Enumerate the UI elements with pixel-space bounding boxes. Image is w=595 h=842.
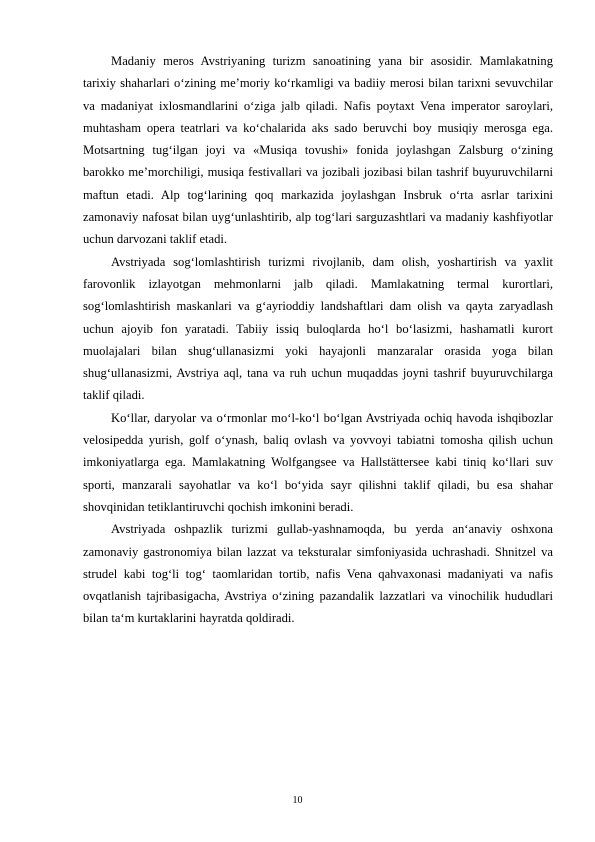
paragraph-wellness-tourism: Avstriyada sogʻlomlashtirish turizmi rivojlanib, dam olish, yoshartirish va yaxlit farovonlik izlayotgan mehmonlarni jalb qiladi. Mamlakatning termal kurortlari, sogʻlomlashtirish maskanlari va gʻayrioddiy landshaftlari dam olish va qayta zaryadlash uchun ajoyib fon yaratadi. Tabiiy issiq buloqlarda hoʻl boʻlasizmi, hashamatli kurort muolajalari bilan shugʻullanasizmi yoki hayajonli manzaralar orasida yoga bilan shugʻullanasizmi, Avstriya aql, tana va ruh uchun muqaddas joyni tashrif buyuruvchilarga taklif qiladi.	[83, 254, 553, 403]
paragraph-culinary-tourism: Avstriyada oshpazlik turizmi gullab-yashnamoqda, bu yerda anʻanaviy oshxona zamonaviy gastronomiya bilan lazzat va teksturalar simfoniyasida uchrashadi. Shnitzel va strudel kabi togʻli togʻ taomlaridan tortib, nafis Vena qahvaxonasi madaniyati va nafis ovqatlanish tajribasigacha, Avstriya oʻzining pazandalik lazzatlari va vinochilik hududlari bilan taʻm kurtaklarini hayratda qoldiradi.	[83, 522, 553, 626]
paragraph-outdoor-activities: Koʻllar, daryolar va oʻrmonlar moʻl-koʻl boʻlgan Avstriyada ochiq havoda ishqibozlar velosipedda yurish, golf oʻynash, baliq ovlash va yovvoyi tabiatni tomosha qilish uchun imkoniyatlarga ega. Mamlakatning Wolfgangsee va Hallstättersee kabi tiniq koʻllari suv sporti, manzarali sayohatlar va koʻl boʻyida sayr qilishni taklif qiladi, bu esa shahar shovqinidan tetiklantiruvchi qochish imkonini beradi.	[83, 410, 553, 514]
body-text	[83, 50, 553, 630]
page-number: 10	[292, 795, 303, 806]
paragraph-cultural-heritage: Madaniy meros Avstriyaning turizm sanoatining yana bir asosidir. Mamlakatning tarixiy shaharlari oʻzining meʼmoriy koʻrkamligi va badiiy merosi bilan tarixni sevuvchilar va madaniyat ixlosmandlarini oʻziga jalb qiladi. Nafis poytaxt Vena imperator saroylari, muhtasham opera teatrlari va koʻchalarida aks sado beruvchi boy musiqiy merosga ega. Motsartning tugʻilgan joyi va «Musiqa tovushi» fonida joylashgan Zalsburg oʻzining barokko meʼmorchiligi, musiqa festivallari va jozibali jozibasi bilan tashrif buyuruvchilarni maftun etadi. Alp togʻlarining qoq markazida joylashgan Insbruk oʻrta asrlar tarixini zamonaviy nafosat bilan uygʻunlashtirib, alp togʻlari sarguzashtlari va madaniy kashfiyotlar uchun darvozani taklif etadi.	[83, 54, 553, 247]
